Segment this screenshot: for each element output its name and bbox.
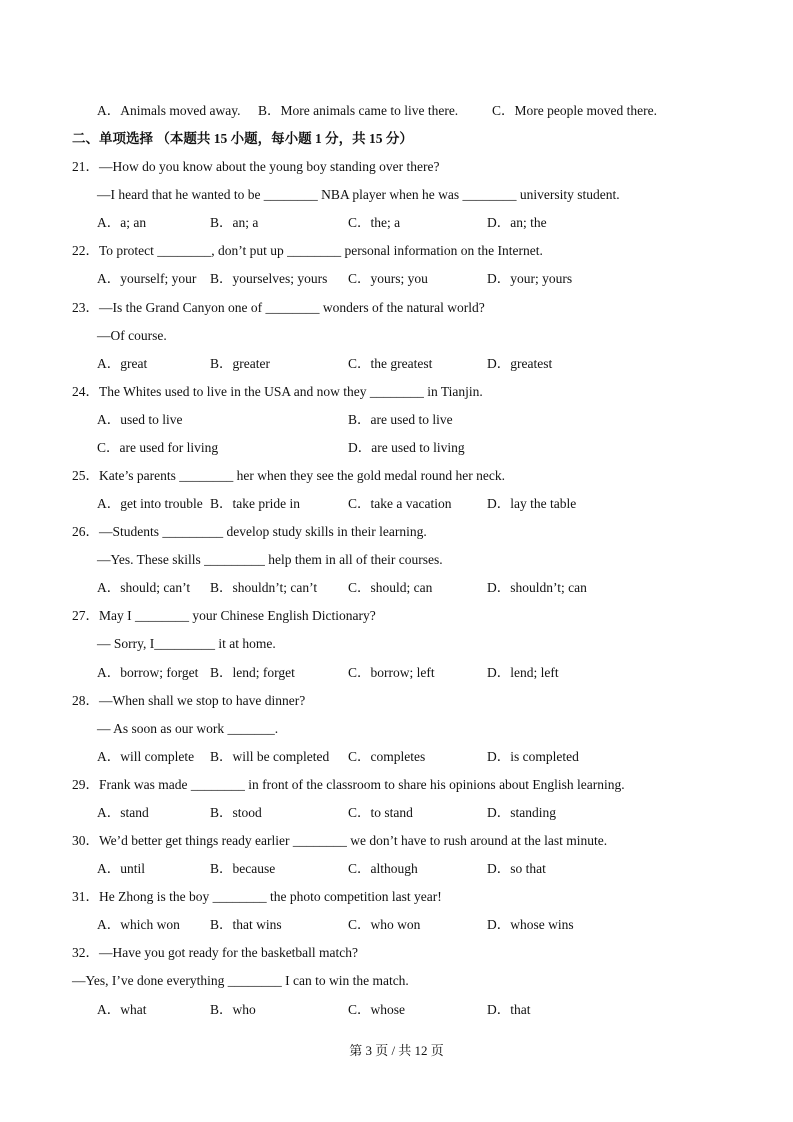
question-stem: 24．The Whites used to live in the USA and now they ________ in Tianjin.: [72, 384, 483, 399]
option-c: C．although: [348, 861, 418, 876]
option-b: B．who: [210, 1002, 256, 1017]
option-b: B．stood: [210, 805, 262, 820]
question-stem: 30．We’d better get things ready earlier ________ we don’t have to rush around at the last minute.: [72, 833, 608, 848]
option-c: C．More people moved there.: [492, 103, 657, 118]
question-stem: 23．—Is the Grand Canyon one of ________ wonders of the natural world?: [72, 300, 485, 315]
question-line: — Sorry, I_________ it at home.: [97, 636, 276, 651]
option-d: D．standing: [487, 805, 556, 820]
option-a: A．a; an: [97, 215, 147, 230]
option-a: A．get into trouble: [97, 496, 203, 511]
option-a: A．which won: [97, 917, 180, 932]
question-line: —Of course.: [97, 328, 167, 343]
page-number: 第 3 页 / 共 12 页: [349, 1043, 444, 1058]
option-d: D．an; the: [487, 215, 547, 230]
option-c: C．to stand: [348, 805, 413, 820]
option-b: B．More animals came to live there.: [258, 103, 459, 118]
option-d: D．whose wins: [487, 917, 574, 932]
option-a: A．Animals moved away.: [97, 103, 241, 118]
option-c: C．yours; you: [348, 271, 428, 286]
option-b: B．lend; forget: [210, 665, 295, 680]
option-a: A．stand: [97, 805, 149, 820]
option-a: A．until: [97, 861, 146, 876]
question-line: —Yes. These skills _________ help them in all of their courses.: [97, 552, 443, 567]
option-c: C．take a vacation: [348, 496, 452, 511]
question-line: — As soon as our work _______.: [97, 721, 279, 736]
option-b: B．because: [210, 861, 276, 876]
question-stem: 29．Frank was made ________ in front of the classroom to share his opinions about English learning.: [72, 777, 625, 792]
question-stem: 26．—Students _________ develop study skills in their learning.: [72, 524, 427, 539]
section-title: 二、单项选择 （本题共 15 小题，每小题 1 分，共 15 分）: [72, 131, 413, 146]
option-a: A．should; can’t: [97, 580, 191, 595]
option-d: D．that: [487, 1002, 531, 1017]
option-a: A．borrow; forget: [97, 665, 199, 680]
option-d: D．greatest: [487, 356, 553, 371]
option-c: C．the greatest: [348, 356, 433, 371]
option-b: B．an; a: [210, 215, 259, 230]
option-b: B．will be completed: [210, 749, 330, 764]
option-a: A．will complete: [97, 749, 195, 764]
option-c: C．borrow; left: [348, 665, 435, 680]
option-a: A．what: [97, 1002, 147, 1017]
option-c: C．the; a: [348, 215, 401, 230]
option-d: D．are used to living: [348, 440, 465, 455]
question-line: —I heard that he wanted to be ________ NBA player when he was ________ university student.: [97, 187, 620, 202]
option-b: B．greater: [210, 356, 270, 371]
question-stem: 27．May I ________ your Chinese English Dictionary?: [72, 608, 376, 623]
option-d: D．is completed: [487, 749, 579, 764]
question-stem: 28．—When shall we stop to have dinner?: [72, 693, 306, 708]
question-stem: 32．—Have you got ready for the basketball match?: [72, 945, 359, 960]
option-d: D．so that: [487, 861, 546, 876]
option-b: B．shouldn’t; can’t: [210, 580, 318, 595]
option-d: D．lay the table: [487, 496, 577, 511]
option-d: D．lend; left: [487, 665, 559, 680]
option-d: D．shouldn’t; can: [487, 580, 587, 595]
option-c: C．whose: [348, 1002, 405, 1017]
option-c: C．are used for living: [97, 440, 219, 455]
question-line: —Yes, I’ve done everything ________ I can to win the match.: [72, 973, 409, 988]
question-stem: 31．He Zhong is the boy ________ the photo competition last year!: [72, 889, 442, 904]
option-b: B．take pride in: [210, 496, 300, 511]
option-a: A．used to live: [97, 412, 183, 427]
option-c: C．who won: [348, 917, 421, 932]
question-stem: 22．To protect ________, don’t put up ________ personal information on the Internet.: [72, 243, 543, 258]
option-d: D．your; yours: [487, 271, 573, 286]
question-stem: 25．Kate’s parents ________ her when they see the gold medal round her neck.: [72, 468, 506, 483]
option-b: B．that wins: [210, 917, 282, 932]
option-b: B．yourselves; yours: [210, 271, 328, 286]
option-a: A．great: [97, 356, 148, 371]
option-c: C．completes: [348, 749, 426, 764]
option-c: C．should; can: [348, 580, 433, 595]
option-a: A．yourself; your: [97, 271, 197, 286]
option-b: B．are used to live: [348, 412, 453, 427]
question-stem: 21．—How do you know about the young boy standing over there?: [72, 159, 440, 174]
